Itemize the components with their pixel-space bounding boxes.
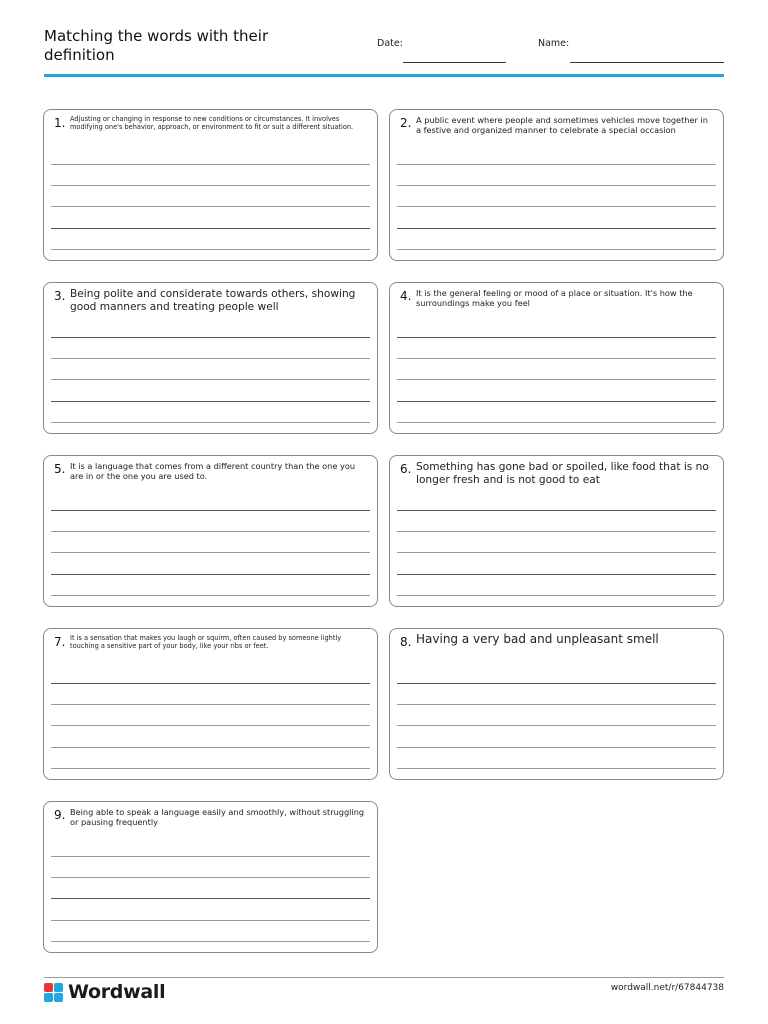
item-number: 9. <box>54 808 66 822</box>
answer-line[interactable] <box>51 683 370 684</box>
answer-line[interactable] <box>397 337 716 338</box>
answer-line[interactable] <box>51 856 370 857</box>
name-label: Name: <box>538 38 570 49</box>
answer-line[interactable] <box>51 206 370 207</box>
answer-line[interactable] <box>397 358 716 359</box>
brand-name: Wordwall <box>68 981 166 1003</box>
footer-url[interactable]: wordwall.net/r/67844738 <box>610 983 724 993</box>
answer-line[interactable] <box>51 595 370 596</box>
answer-line[interactable] <box>397 704 716 705</box>
logo-square <box>54 983 63 992</box>
definition-text: Being able to speak a language easily and smoothly, without struggling or pausing frequently <box>70 807 365 827</box>
answer-line[interactable] <box>397 401 716 402</box>
definition-card-7 <box>43 628 378 780</box>
answer-line[interactable] <box>51 379 370 380</box>
definition-text: It is a language that comes from a different country than the one you are in or the one you are used to. <box>70 461 356 481</box>
logo-square <box>44 983 53 992</box>
answer-line[interactable] <box>51 358 370 359</box>
answer-line[interactable] <box>51 898 370 899</box>
answer-line[interactable] <box>397 206 716 207</box>
item-number: 4. <box>400 289 412 303</box>
answer-line[interactable] <box>397 747 716 748</box>
answer-line[interactable] <box>397 683 716 684</box>
definition-text: A public event where people and sometimes vehicles move together in a festive and organized manner to celebrate a special occasion <box>416 115 708 135</box>
answer-line[interactable] <box>51 574 370 575</box>
answer-line[interactable] <box>397 574 716 575</box>
definition-card-9 <box>43 801 378 953</box>
answer-line[interactable] <box>397 185 716 186</box>
answer-line[interactable] <box>51 164 370 165</box>
answer-line[interactable] <box>397 768 716 769</box>
wordwall-logo[interactable] <box>44 982 165 1002</box>
item-number: 3. <box>54 289 66 303</box>
answer-line[interactable] <box>51 747 370 748</box>
answer-line[interactable] <box>51 768 370 769</box>
answer-line[interactable] <box>397 595 716 596</box>
answer-line[interactable] <box>51 877 370 878</box>
name-field-line[interactable] <box>570 62 724 63</box>
answer-line[interactable] <box>397 510 716 511</box>
definition-card-3 <box>43 282 378 434</box>
wordwall-logo-icon <box>44 983 63 1002</box>
answer-line[interactable] <box>51 552 370 553</box>
definition-text: Adjusting or changing in response to new conditions or circumstances. It involves modifying one's behavior, approach, or environment to fit or suit a different situation. <box>70 115 354 131</box>
definition-card-2 <box>389 109 724 261</box>
item-number: 2. <box>400 116 412 130</box>
answer-line[interactable] <box>51 249 370 250</box>
answer-line[interactable] <box>397 228 716 229</box>
date-label: Date: <box>377 38 403 49</box>
answer-line[interactable] <box>51 704 370 705</box>
answer-line[interactable] <box>397 552 716 553</box>
answer-line[interactable] <box>51 337 370 338</box>
answer-line[interactable] <box>397 249 716 250</box>
definition-card-5 <box>43 455 378 607</box>
answer-line[interactable] <box>51 228 370 229</box>
item-number: 7. <box>54 635 66 649</box>
definition-text: Being polite and considerate towards others, showing good manners and treating people well <box>70 288 356 313</box>
worksheet-title: Matching the words with their definition <box>44 27 269 64</box>
item-number: 1. <box>54 116 66 130</box>
date-field-line[interactable] <box>403 62 506 63</box>
answer-line[interactable] <box>397 164 716 165</box>
answer-line[interactable] <box>397 531 716 532</box>
answer-line[interactable] <box>51 920 370 921</box>
definition-text: Having a very bad and unpleasant smell <box>416 632 659 646</box>
answer-line[interactable] <box>51 401 370 402</box>
item-number: 5. <box>54 462 66 476</box>
answer-line[interactable] <box>397 379 716 380</box>
logo-square <box>54 993 63 1002</box>
answer-line[interactable] <box>51 531 370 532</box>
definition-text: It is the general feeling or mood of a place or situation. It's how the surroundings make you feel <box>416 288 693 308</box>
definition-card-8 <box>389 628 724 780</box>
answer-line[interactable] <box>397 725 716 726</box>
answer-line[interactable] <box>51 941 370 942</box>
header-accent-rule <box>44 74 724 77</box>
definition-card-4 <box>389 282 724 434</box>
item-number: 6. <box>400 462 412 476</box>
answer-line[interactable] <box>51 510 370 511</box>
answer-line[interactable] <box>51 185 370 186</box>
footer-divider <box>44 977 724 978</box>
definition-text: Something has gone bad or spoiled, like food that is no longer fresh and is not good to eat <box>416 461 709 486</box>
logo-square <box>44 993 53 1002</box>
item-number: 8. <box>400 635 412 649</box>
definition-text: It is a sensation that makes you laugh or squirm, often caused by someone lightly touching a sensitive part of your body, like your ribs or feet. <box>70 634 342 650</box>
answer-line[interactable] <box>51 422 370 423</box>
definition-card-6 <box>389 455 724 607</box>
answer-line[interactable] <box>397 422 716 423</box>
answer-line[interactable] <box>51 725 370 726</box>
definition-card-1 <box>43 109 378 261</box>
